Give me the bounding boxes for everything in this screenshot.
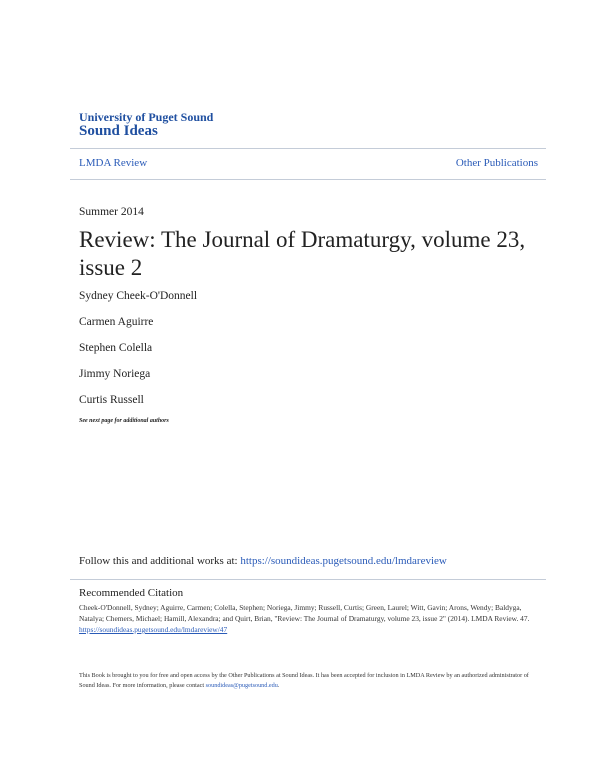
access-notice-end: . bbox=[277, 682, 280, 689]
access-notice-text: This Book is brought to you for free and open access by the Other Publications at Sound Ideas. It has been accepted for inclusion in LMDA Review by an authorized administrator of Sound Ideas. For more information, please contact bbox=[79, 672, 529, 689]
lmda-review-link[interactable]: LMDA Review bbox=[79, 157, 148, 169]
citation-divider bbox=[70, 579, 546, 580]
author-4: Jimmy Noriega bbox=[79, 368, 151, 380]
header-divider-bottom bbox=[70, 179, 546, 180]
follow-text: Follow this and additional works at: bbox=[79, 555, 238, 567]
header-divider-top bbox=[70, 148, 546, 149]
author-3: Stephen Colella bbox=[79, 342, 153, 354]
citation-block bbox=[79, 602, 541, 635]
access-notice bbox=[79, 671, 541, 691]
additional-authors-note: See next page for additional authors bbox=[79, 418, 169, 424]
citation-text: Cheek-O'Donnell, Sydney; Aguirre, Carmen; Colella, Stephen; Noriega, Jimmy; Russell, Curtis; Green, Laurel; Witt, Gavin; Arons, Wendy; Baldyga, Natalya; Chemers, Michael; Hamill, Alexandra; and Quirt, Brian, "Review: The Journal of Dramaturgy, volume 23, issue 2" (2014). LMDA Review. 47. bbox=[79, 603, 530, 623]
follow-line bbox=[79, 555, 447, 567]
collection-url-link[interactable]: https://soundideas.pugetsound.edu/lmdareview bbox=[240, 555, 447, 567]
publication-date: Summer 2014 bbox=[79, 206, 144, 218]
institution-name: University of Puget Sound bbox=[79, 110, 214, 124]
site-name-link[interactable]: Sound Ideas bbox=[79, 123, 158, 139]
other-publications-link[interactable]: Other Publications bbox=[455, 157, 538, 169]
author-1: Sydney Cheek-O'Donnell bbox=[79, 290, 198, 302]
article-title: Review: The Journal of Dramaturgy, volume 23, issue 2 bbox=[79, 227, 526, 280]
author-2: Carmen Aguirre bbox=[79, 316, 154, 328]
recommended-citation-heading: Recommended Citation bbox=[79, 587, 184, 599]
contact-email-link[interactable]: soundideas@pugetsound.edu bbox=[205, 682, 278, 689]
citation-url-link[interactable]: https://soundideas.pugetsound.edu/lmdareview/47 bbox=[79, 625, 228, 634]
author-5: Curtis Russell bbox=[79, 394, 144, 406]
